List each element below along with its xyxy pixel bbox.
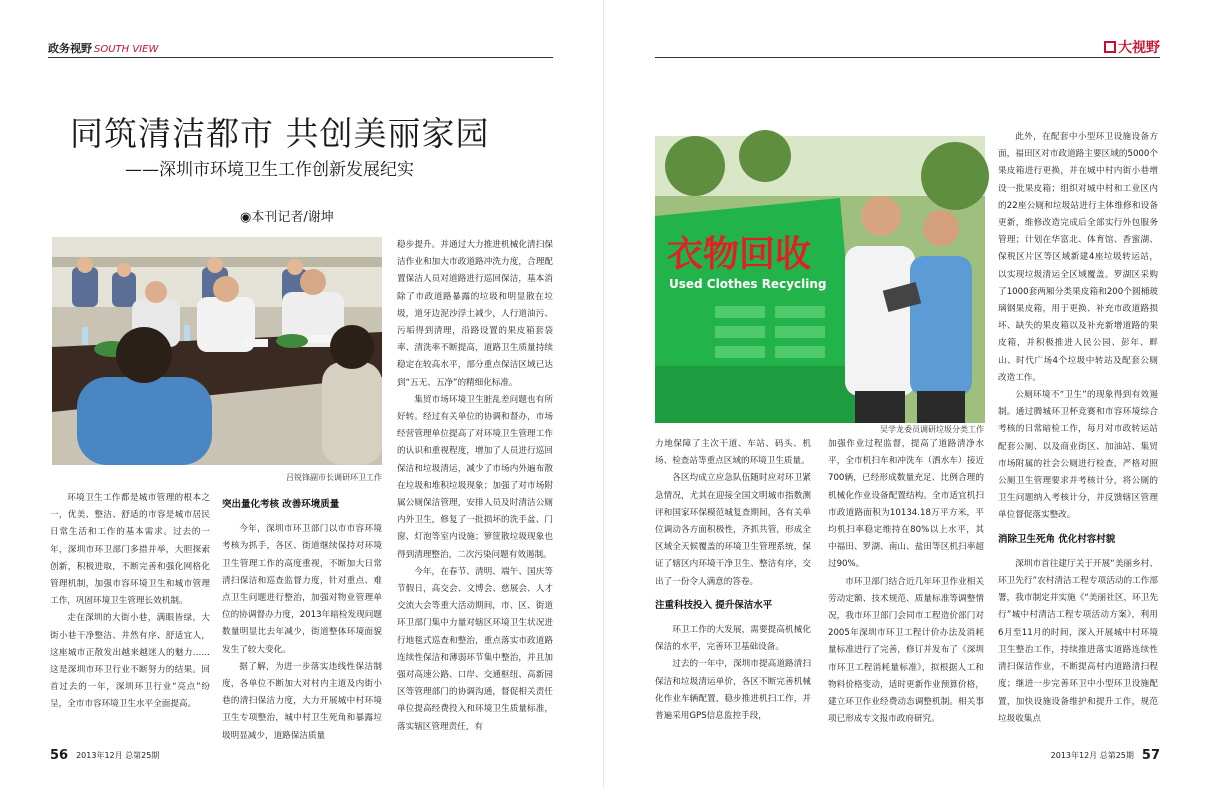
paragraph: 稳步提升。并通过大力推进机械化清扫保洁作业和加大市政道路冲洗力度，合理配置保洁人员对道路进行巡回保洁，基本消除了市政道路暴露的垃圾和明显散在垃圾，道牙边泥沙浮土减少，人行道油污、污垢得到清理，沿路设置的果皮箱套袋率、清洗率不断提高，道路卫生质量持续稳定在较高水平，部分重点保洁区域已达到“五无、五净”的精细化标准。 bbox=[397, 240, 553, 388]
text-column-6 bbox=[998, 129, 1158, 739]
paragraph: 力地保障了主次干道、车站、码头、机场、检查站等重点区域的环境卫生质量。 bbox=[655, 439, 811, 467]
paragraph: 各区均成立应急队伍随时应对环卫紧急情况，尤其在迎接全国文明城市指数测评和国家环保模范城复查期间，各有关单位调动各方面积极性，齐抓共管，形成全区域全天候覆盖的环境卫生管理系统，保证了辖区内环境干净卫生、整洁有序，交出了一份令人满意的答卷。 bbox=[655, 473, 811, 587]
photo-caption-left: 吕锐锋副市长调研环卫工作 bbox=[286, 473, 382, 482]
text-column-3 bbox=[397, 237, 553, 737]
text-column-2 bbox=[222, 490, 382, 741]
byline: ◉本刊记者/谢坤 bbox=[240, 210, 334, 225]
section-heading: 突出量化考核 改善环境质量 bbox=[222, 499, 340, 510]
photo-caption-right: 吴学龙委员调研垃圾分类工作 bbox=[880, 425, 984, 434]
paragraph: 走在深圳的大街小巷，满眼皆绿，大街小巷干净整洁、井然有序、舒适宜人，这座城市正散发出越来越迷人的魅力……这是深圳市环卫行业不断努力的结果。回首过去的一年，深圳环卫行业“亮点”纷呈，全市市容环境卫生水平全面提高。 bbox=[50, 613, 210, 710]
section-name: 政务视野 bbox=[48, 42, 92, 55]
paragraph: 过去的一年中，深圳市提高道路清扫保洁和垃圾清运单价，各区不断完善机械化作业车辆配置，稳步推进机扫工作，并普遍采用GPS信息监控手段， bbox=[655, 659, 811, 722]
paragraph: 此外，在配套中小型环卫设施设备方面，福田区对市政道路主要区域的5000个果皮箱进行更换，并在城中村内街小巷增设一批果皮箱；组织对城中村和工业区内的22座公厕和垃圾站进行主体维修和设备更新，维修改造完成后全部实行外包服务管理；计划在华富北、体育馆、香蜜湖、保税区片区等区域新建4座垃圾转运站，以实现垃圾清运全区域覆盖。罗湖区采购了1000套两厢分类果皮箱和200个圆桶玻璃钢果皮箱，用于更换、补充市政道路损坏、缺失的果皮箱以及补充新增道路的果皮箱，并积极推进人民公园、彭年、畔山、时代广场4个垃圾中转站及配套公厕改造工作。 bbox=[998, 132, 1158, 383]
article-subtitle: ——深圳市环境卫生工作创新发展纪实 bbox=[125, 160, 414, 180]
issue-info: 2013年12月 总第25期 bbox=[1050, 751, 1134, 760]
section-name-en: SOUTH VIEW bbox=[94, 44, 159, 55]
footer-left bbox=[50, 746, 159, 766]
magazine-logo bbox=[1104, 40, 1160, 56]
page-number: 57 bbox=[1141, 748, 1160, 763]
paragraph: 集贸市场环境卫生脏乱差问题也有所好转。经过有关单位的协调和督办，市场经营管理单位提高了对环境卫生管理工作的认识和重视程度，增加了人员进行巡回保洁和垃圾清运，减少了市场内外遍布散在垃圾和堆积垃圾现象；加强了对市场附属公厕保洁管理，安排人员及时清洁公厕内外卫生，修复了一批损坏的洗手盆、门窗、灯泡等室内设施；箩筐散垃圾现象也得到清理整治，二次污染问题有效遏制。 bbox=[397, 394, 553, 560]
paragraph: 环卫工作的大发展，需要提高机械化保洁的水平，完善环卫基础设备。 bbox=[655, 625, 811, 653]
running-header-right bbox=[655, 40, 1160, 58]
paragraph: 市环卫部门结合近几年环卫作业相关劳动定额、技术规范、质量标准等调整情况，我市环卫部门会同市工程造价部门对2005年深圳市环卫工程计价办法及消耗量标准进行了完善，修订并发布了《深圳市环卫工程消耗量标准》，拟根据人工和物料价格变动，适时更新作业预算价格，建立环卫作业经费动态调整机制。相关事项已形成专文报市政府研究。 bbox=[828, 576, 984, 725]
paragraph: 环境卫生工作都是城市管理的根本之一，优美、整洁、舒适的市容是城市居民日常生活和工作的基本需求。过去的一年，深圳市环卫部门多措并举，大胆探索创新，积极进取，不断完善和强化网格化管理机制，加强市容环境卫生和城市管理工作，巩固环境卫生管理长效机制。 bbox=[50, 493, 210, 607]
paragraph: 据了解，为进一步落实违线性保洁制度，各单位不断加大对村内主道及内街小巷的清扫保洁力度，大力开展城中村环境卫生专项整治，城中村卫生死角和暴露垃圾明显减少，道路保洁质量 bbox=[222, 661, 382, 741]
article-title: 同筑清洁都市 共创美丽家园 bbox=[70, 114, 490, 153]
text-column-1 bbox=[50, 490, 210, 735]
section-heading: 注重科技投入 提升保洁水平 bbox=[655, 599, 773, 611]
running-header-left bbox=[48, 40, 553, 58]
page-number: 56 bbox=[50, 748, 69, 763]
paragraph: 今年，在春节、清明、端午、国庆等节假日，高交会、文博会、慈展会、人才交流大会等重大活动期间，市、区、街道环卫部门集中力量对辖区环境卫生状况进行地毯式巡查和整治，重点落实市政道路连续性保洁和薄弱环节集中整治，并且加强对高速公路、口岸、交通枢纽、高新园区等管理部门的协调沟通，督促相关责任单位提高经费投入和环境卫生质量标准，落实辖区管理责任，有 bbox=[397, 566, 553, 732]
paragraph: 加强作业过程监督，提高了道路清净水平，全市机扫车和冲洗车（洒水车）接近700辆，已经形成数量充足、比例合理的机械化作业设备配置结构。全市适宜机扫市政道路面积为10134.18万平方米，平均机扫率稳定维持在80%以上水平，其中福田、罗湖、南山、盐田等区机扫率超过90%。 bbox=[828, 439, 984, 570]
footer-right bbox=[1051, 746, 1160, 766]
meeting-photo bbox=[52, 237, 382, 465]
paragraph: 公厕环境不“卫生”的现象得到有效遏制。通过腾城环卫杯竞赛和市容环境综合考核的日常暗检工作，每月对市政转运站配套公厕、以及商业街区、加油站、集贸市场附属的社会公厕进行检查，严格对照公厕卫生管理要求并考核计分，将公厕的卫生问题纳入考核计分，并反馈辖区管理单位督促落实整改。 bbox=[998, 390, 1158, 521]
paragraph: 今年，深圳市环卫部门以市市容环境考核为抓手，各区、街道继续保持对环境卫生管理工作的高度重视，不断加大日常清扫保洁和巡查监督力度，针对重点、难点卫生问题进行整治，加强对物业管理单位的协调督办力度，2013年暗检发现问题数量明显比去年减少，街道整体环境面貌发生了较大变化。 bbox=[222, 524, 382, 655]
section-heading: 消除卫生死角 优化村容村貌 bbox=[998, 533, 1116, 545]
logo-mark-icon bbox=[1104, 41, 1116, 53]
text-column-4 bbox=[655, 436, 811, 736]
sign-en: Used Clothes Recycling bbox=[669, 277, 827, 291]
recycling-photo bbox=[655, 136, 985, 423]
paragraph: 深圳市首往建厅关于开展“美丽乡村、环卫先行”农村清洁工程专项活动的工作部署，我市制定并实施《“美丽社区，环卫先行”城中村清洁工程专项活动方案》，利用6月至11月的时间，深入开展城中村环境卫生整治工作，持续推进落实道路连续性清扫保洁作业，不断提高村内道路清扫程度；继进一步完善环卫中小型环卫设施配置，加快设施设备维护和提升工作，规范垃圾收集点 bbox=[998, 558, 1158, 724]
sign-cn: 衣物回收 bbox=[667, 234, 812, 275]
text-column-5 bbox=[828, 436, 984, 736]
issue-info: 2013年12月 总第25期 bbox=[76, 751, 160, 760]
logo-text: 大视野 bbox=[1118, 40, 1160, 56]
